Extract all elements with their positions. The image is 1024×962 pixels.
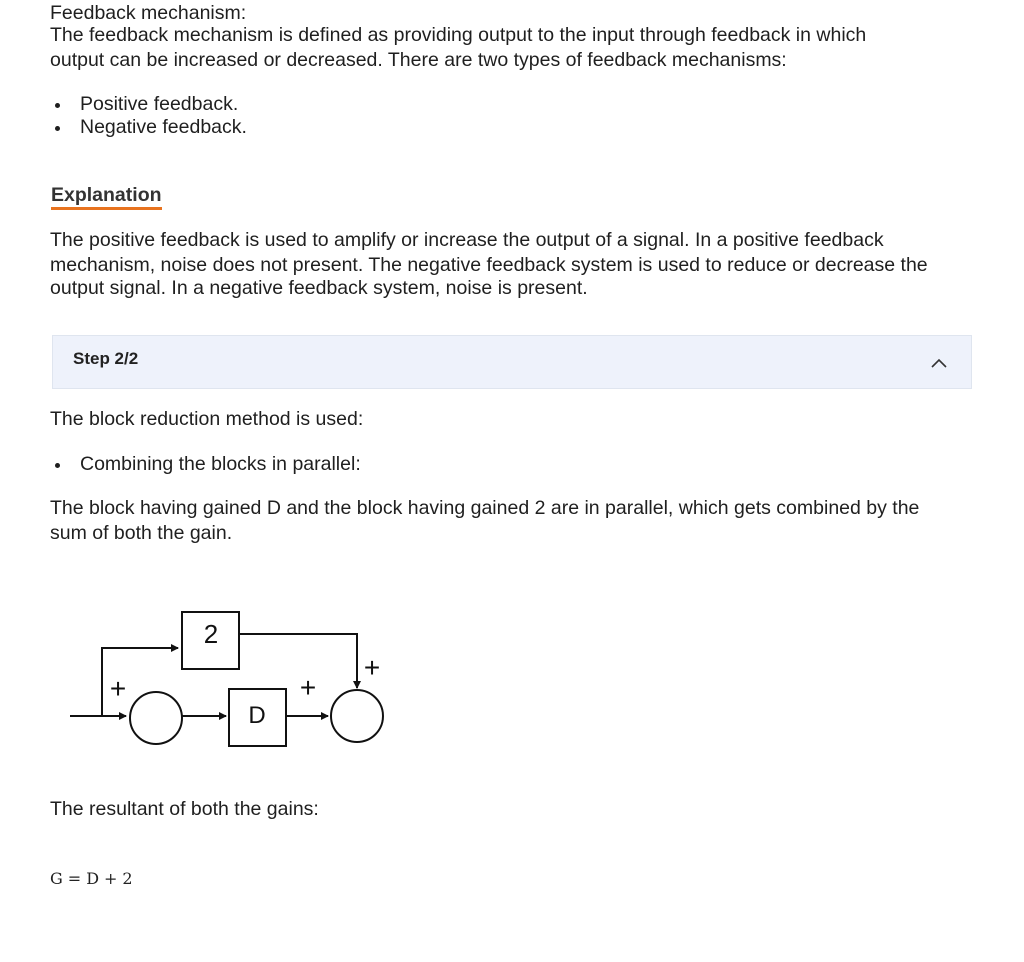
step-header[interactable] <box>52 335 972 389</box>
feedback-line-1: The feedback mechanism is defined as providing output to the input through feedback in which <box>50 24 867 46</box>
sign-right: + <box>363 652 381 683</box>
equation-term-2: 2 <box>122 869 133 888</box>
summing-junction-left <box>130 692 182 744</box>
list-item: Combining the blocks in parallel: <box>50 453 361 476</box>
equation-plus: + <box>104 869 118 888</box>
step-bullet-list <box>50 453 361 476</box>
sign-left: + <box>109 673 127 704</box>
equation-equals: = <box>67 869 82 888</box>
equation-lhs: G <box>50 869 63 888</box>
feedback-line-2: output can be increased or decreased. There are two types of feedback mechanisms: <box>50 49 787 71</box>
feedback-types-list <box>50 93 247 139</box>
equation-term-1: D <box>86 869 100 888</box>
step-intro: The block reduction method is used: <box>50 408 364 430</box>
block-diagram <box>60 600 400 760</box>
feedback-heading: Feedback mechanism: <box>50 2 247 24</box>
chevron-up-icon[interactable] <box>929 353 949 373</box>
step-desc-line-2: sum of both the gain. <box>50 522 233 544</box>
explanation-line-1: The positive feedback is used to amplify or increase the output of a signal. In a positive feedback <box>50 229 884 251</box>
block-d-label: D <box>248 702 266 729</box>
step-label: Step 2/2 <box>73 349 139 368</box>
list-item: Positive feedback. <box>50 93 247 116</box>
explanation-title: Explanation <box>51 183 162 210</box>
explanation-line-3: output signal. In a negative feedback system, noise is present. <box>50 277 588 299</box>
list-item: Negative feedback. <box>50 116 247 139</box>
equation <box>50 869 133 888</box>
step-desc-line-1: The block having gained D and the block having gained 2 are in parallel, which gets combined by the <box>50 497 920 519</box>
summing-junction-right <box>331 690 383 742</box>
block-2-label: 2 <box>203 619 219 649</box>
explanation-line-2: mechanism, noise does not present. The negative feedback system is used to reduce or decrease the <box>50 254 928 276</box>
sign-middle: + <box>299 672 317 703</box>
block2-to-junction-line <box>239 634 357 688</box>
resultant-text: The resultant of both the gains: <box>50 798 319 820</box>
